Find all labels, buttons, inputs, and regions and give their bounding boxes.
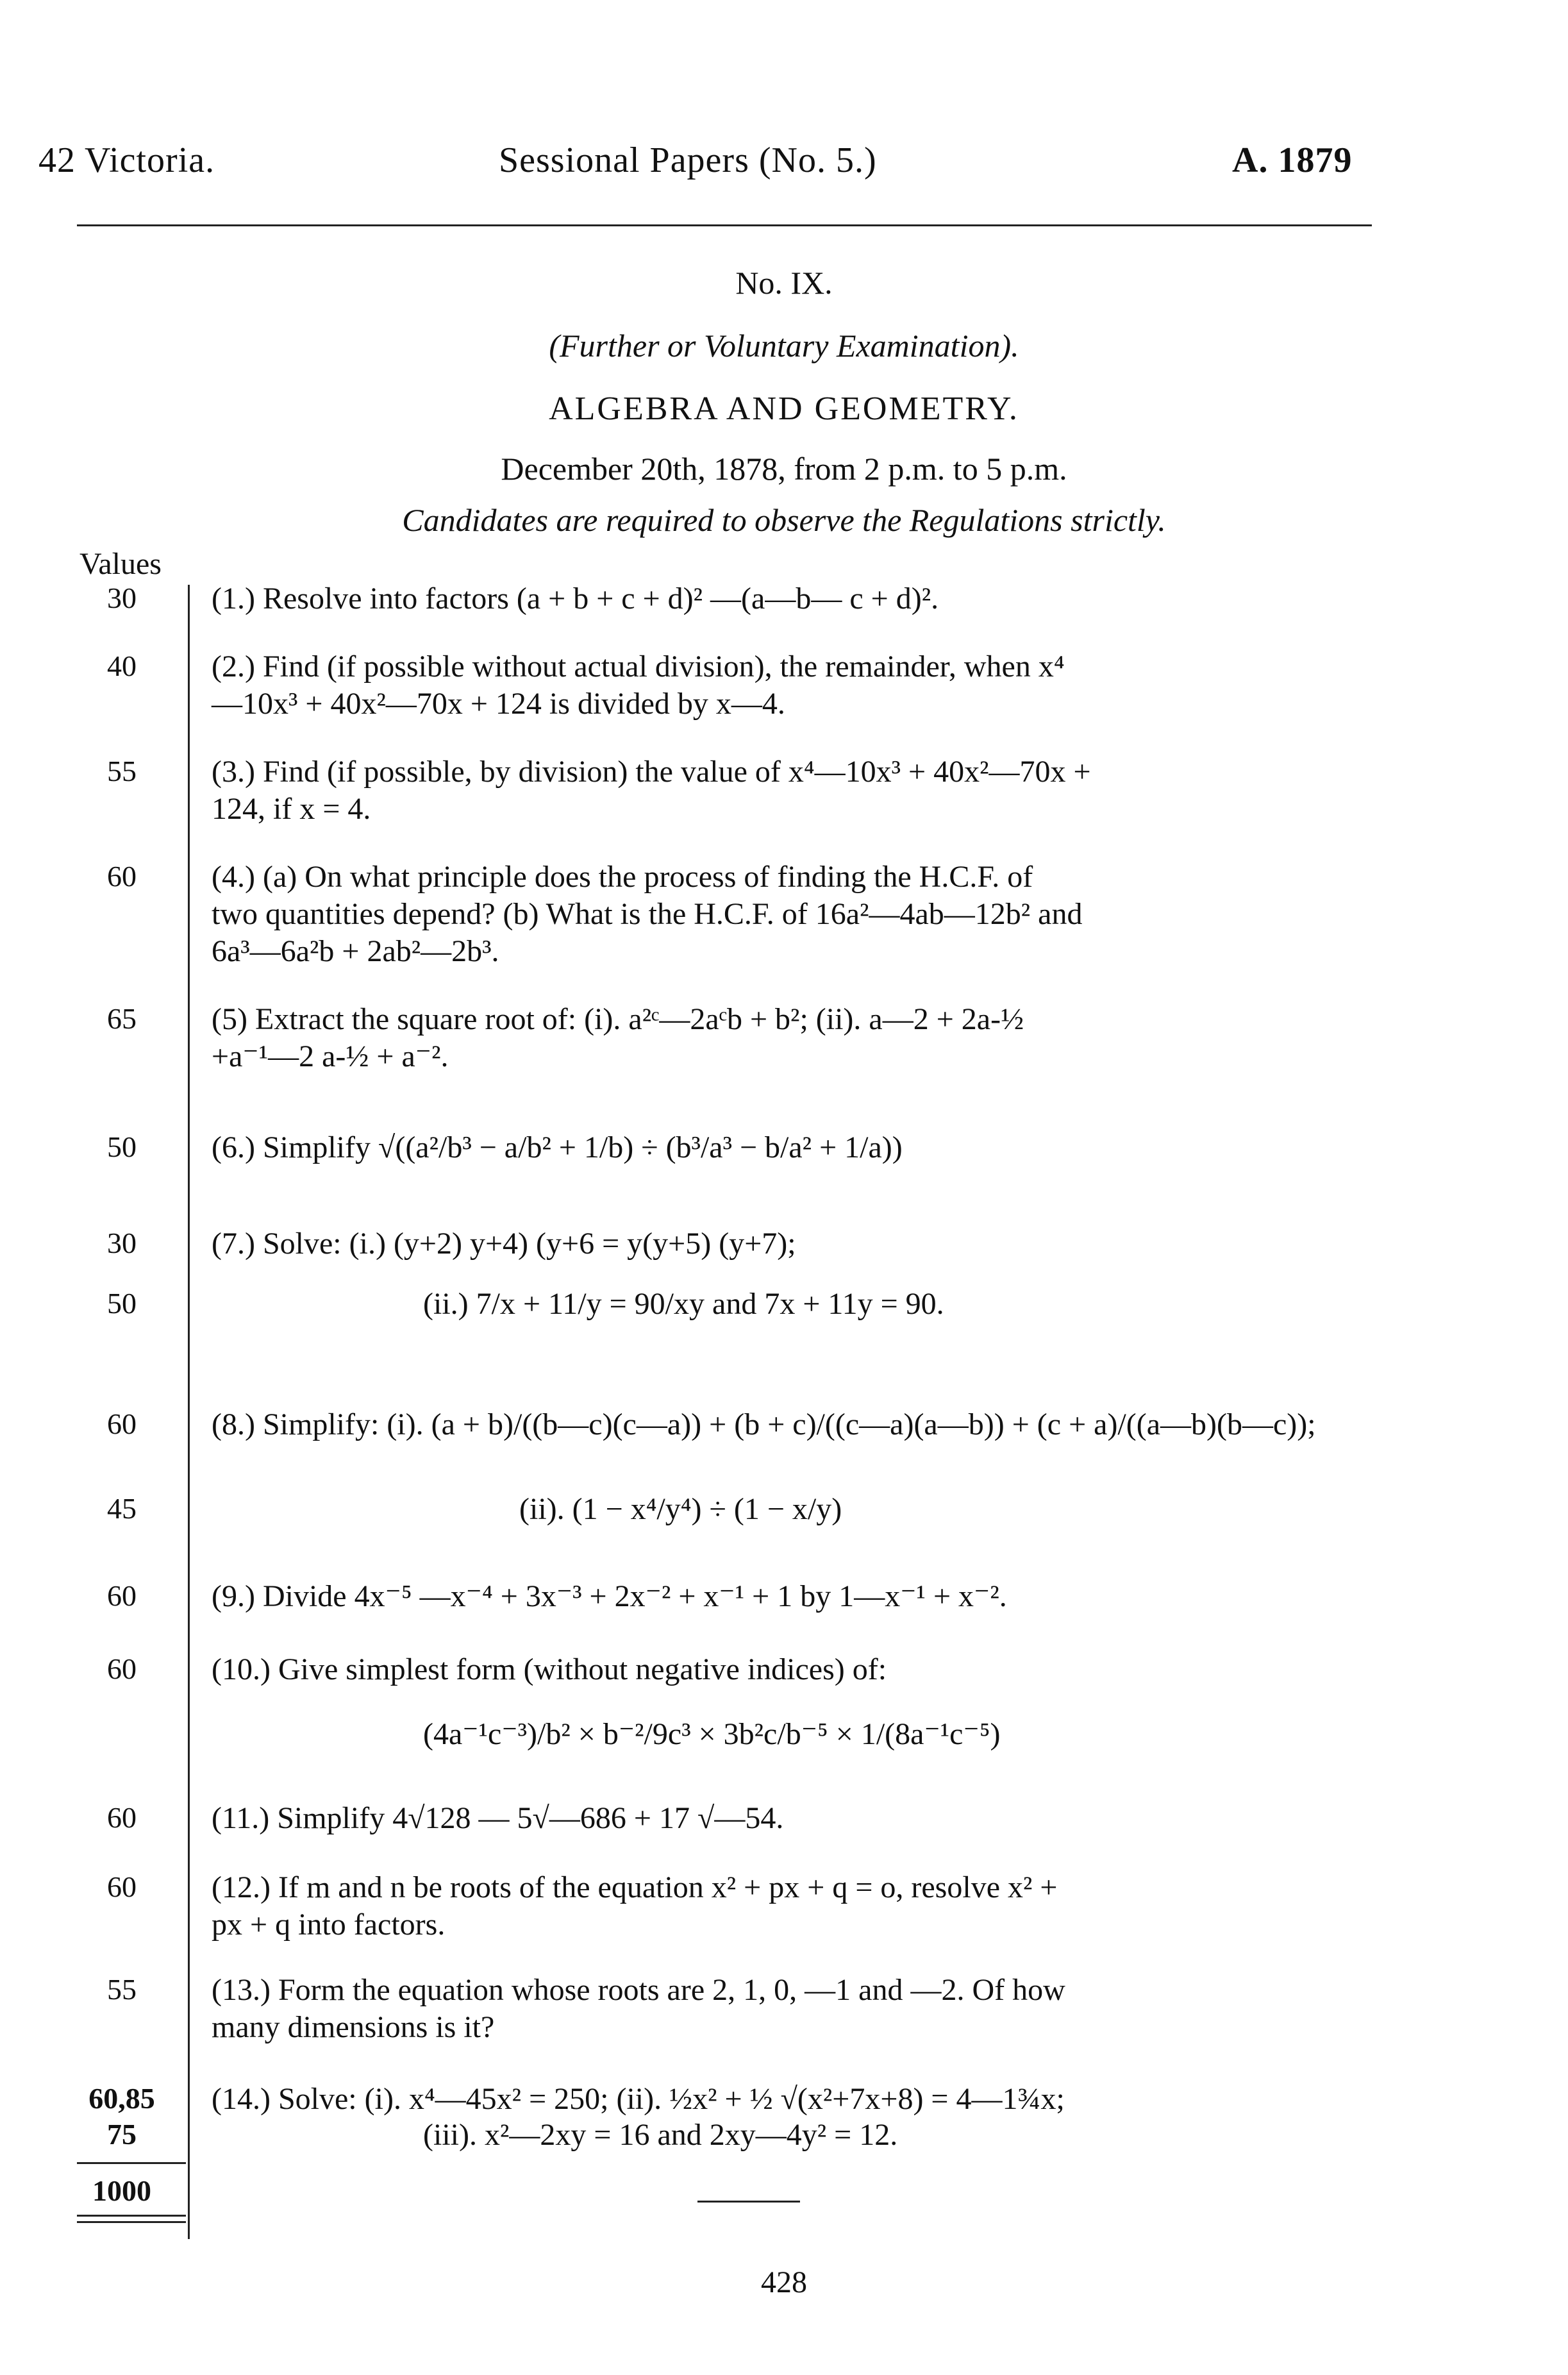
question-value: 60: [107, 1407, 137, 1440]
question-value: 50: [107, 1130, 137, 1163]
total-value: 1000: [92, 2174, 151, 2207]
question-value: 40: [107, 650, 137, 682]
paper-title: ALGEBRA AND GEOMETRY.: [549, 390, 1019, 427]
header-right: A. 1879: [1232, 140, 1353, 180]
total-rule-top: [77, 2162, 186, 2164]
question-line: (12.) If m and n be roots of the equation x² + px + q = o, resolve x² +: [212, 1870, 1058, 1904]
paper-date: December 20th, 1878, from 2 p.m. to 5 p.m.: [501, 451, 1067, 487]
question-value: 75: [107, 2118, 137, 2151]
question-line: —10x³ + 40x²—70x + 124 is divided by x—4.: [212, 687, 785, 721]
question-line: two quantities depend? (b) What is the H.C.F. of 16a²—4ab—12b² and: [212, 897, 1083, 931]
question-line: (ii.) 7/x + 11/y = 90/xy and 7x + 11y = 90.: [423, 1287, 944, 1321]
question-value: 45: [107, 1492, 137, 1525]
question-value: 60: [107, 860, 137, 893]
question-line: (3.) Find (if possible, by division) the value of x⁴—10x³ + 40x²—70x +: [212, 755, 1091, 789]
question-line: 124, if x = 4.: [212, 792, 371, 826]
question-value: 60: [107, 1870, 137, 1903]
question-line: 6a³—6a²b + 2ab²—2b³.: [212, 934, 499, 968]
values-column-rule: [188, 585, 190, 2239]
page-number: 428: [761, 2265, 807, 2299]
paper-subtitle: (Further or Voluntary Examination).: [549, 328, 1019, 364]
total-rule-double: [77, 2221, 186, 2223]
question-line: px + q into factors.: [212, 1908, 446, 1942]
question-value: 65: [107, 1002, 137, 1035]
question-value: 60: [107, 1801, 137, 1834]
paper-number: No. IX.: [735, 265, 833, 301]
header-left: 42 Victoria.: [38, 140, 215, 180]
question-line: (6.) Simplify √((a²/b³ − a/b² + 1/b) ÷ (b³/a³ − b/a² + 1/a)): [212, 1130, 903, 1164]
paper-instruction: Candidates are required to observe the Regulations strictly.: [402, 502, 1166, 538]
question-line: (13.) Form the equation whose roots are 2, 1, 0, —1 and —2. Of how: [212, 1973, 1065, 2007]
question-value: 60: [107, 1652, 137, 1685]
question-value: 30: [107, 582, 137, 614]
question-line: (1.) Resolve into factors (a + b + c + d)² —(a—b— c + d)².: [212, 582, 939, 616]
question-line: (ii). (1 − x⁴/y⁴) ÷ (1 − x/y): [519, 1492, 842, 1526]
question-line: (4.) (a) On what principle does the process of finding the H.C.F. of: [212, 860, 1033, 894]
question-line: (2.) Find (if possible without actual division), the remainder, when x⁴: [212, 650, 1065, 684]
values-label: Values: [79, 547, 162, 581]
question-value: 50: [107, 1287, 137, 1320]
header-rule: [77, 224, 1372, 226]
question-line: (11.) Simplify 4√128 — 5√—686 + 17 √—54.: [212, 1801, 784, 1835]
total-rule-bottom: [77, 2215, 186, 2217]
question-value: 30: [107, 1227, 137, 1259]
footer-rule: [697, 2201, 800, 2203]
question-line: (9.) Divide 4x⁻⁵ —x⁻⁴ + 3x⁻³ + 2x⁻² + x⁻¹ + 1 by 1—x⁻¹ + x⁻².: [212, 1579, 1007, 1613]
question-line: (10.) Give simplest form (without negative indices) of:: [212, 1652, 887, 1686]
question-line: +a⁻¹—2 a-½ + a⁻².: [212, 1039, 449, 1073]
question-line: (iii). x²—2xy = 16 and 2xy—4y² = 12.: [423, 2118, 898, 2152]
question-value: 60: [107, 1579, 137, 1612]
question-line: (8.) Simplify: (i). (a + b)/((b—c)(c—a)) + (b + c)/((c—a)(a—b)) + (c + a)/((a—b)(b—c));: [212, 1407, 1316, 1441]
question-line: (4a⁻¹c⁻³)/b² × b⁻²/9c³ × 3b²c/b⁻⁵ × 1/(8a⁻¹c⁻⁵): [423, 1717, 1001, 1751]
question-value: 55: [107, 1973, 137, 2006]
question-value: 55: [107, 755, 137, 787]
question-value: 60,85: [88, 2082, 155, 2115]
question-line: (5) Extract the square root of: (i). a²ᶜ—2aᶜb + b²; (ii). a—2 + 2a-½: [212, 1002, 1024, 1036]
header-center: Sessional Papers (No. 5.): [499, 140, 877, 180]
question-line: (7.) Solve: (i.) (y+2) y+4) (y+6 = y(y+5) (y+7);: [212, 1227, 796, 1261]
question-line: many dimensions is it?: [212, 2010, 495, 2044]
question-line: (14.) Solve: (i). x⁴—45x² = 250; (ii). ½x² + ½ √(x²+7x+8) = 4—1¾x;: [212, 2082, 1065, 2116]
